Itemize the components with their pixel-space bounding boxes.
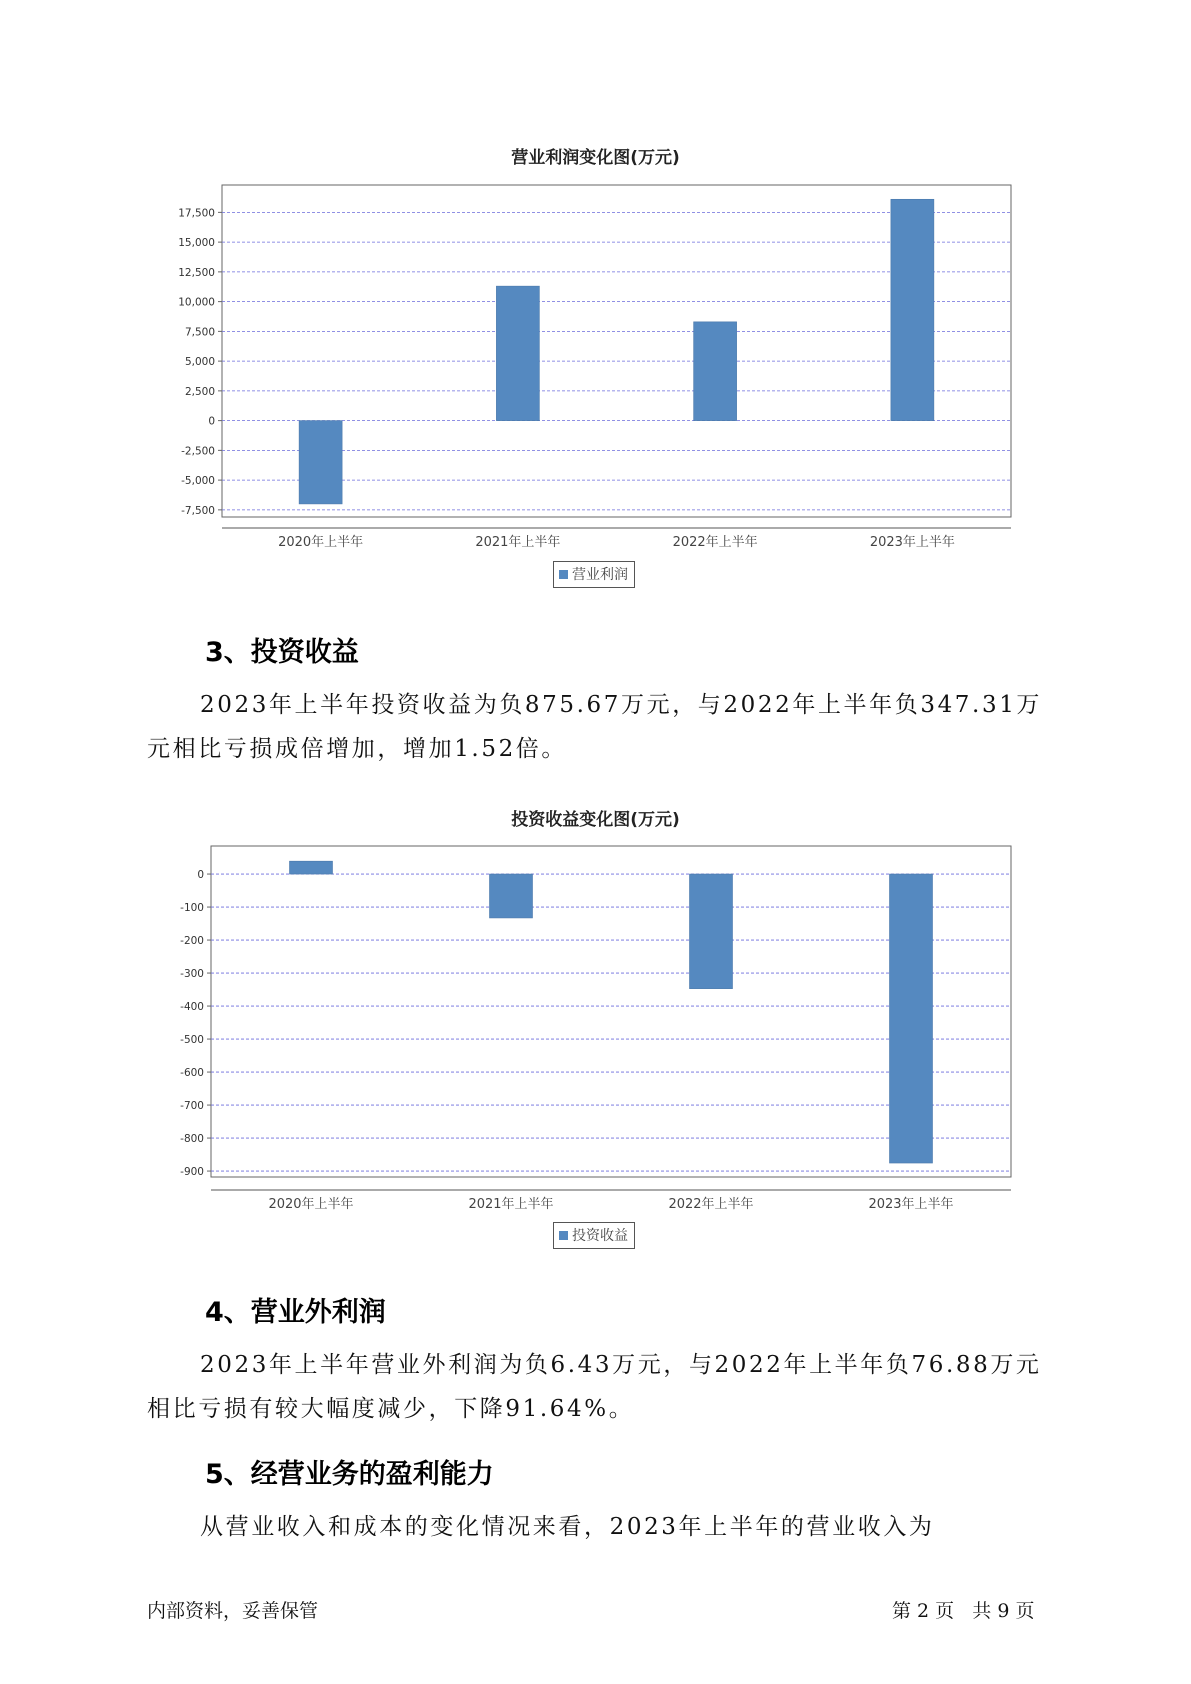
y-tick-label: 7,500 bbox=[184, 326, 215, 339]
section3-line1: 2023年上半年投资收益为负875.67万元，与2022年上半年负347.31万 bbox=[200, 692, 1043, 718]
chart2-title: 投资收益变化图(万元) bbox=[511, 810, 680, 830]
bar bbox=[290, 861, 333, 874]
bar bbox=[490, 874, 533, 918]
chart1-title: 营业利润变化图(万元) bbox=[511, 148, 680, 168]
y-tick-label: -5,000 bbox=[181, 475, 215, 488]
section3-line2: 元相比亏损成倍增加，增加1.52倍。 bbox=[147, 736, 568, 762]
chart2-legend bbox=[553, 1222, 635, 1249]
chart2-legend-label: 投资收益 bbox=[572, 1228, 628, 1244]
y-tick-label: -400 bbox=[180, 1001, 204, 1014]
legend-swatch-icon bbox=[559, 1231, 568, 1240]
x-tick-label: 2020年上半年 bbox=[268, 1197, 354, 1212]
y-tick-label: -100 bbox=[180, 902, 204, 915]
y-tick-label: -300 bbox=[180, 968, 204, 981]
x-tick-label: 2023年上半年 bbox=[869, 535, 955, 550]
y-tick-label: -7,500 bbox=[181, 504, 215, 517]
y-tick-label: -800 bbox=[180, 1133, 204, 1146]
x-tick-label: 2022年上半年 bbox=[668, 1197, 754, 1212]
y-tick-label: -2,500 bbox=[181, 445, 215, 458]
y-tick-label: -600 bbox=[180, 1067, 204, 1080]
y-tick-label: -200 bbox=[180, 935, 204, 948]
y-tick-label: 12,500 bbox=[178, 266, 215, 279]
footer-left: 内部资料，妥善保管 bbox=[147, 1600, 319, 1622]
section3-heading: 3、投资收益 bbox=[205, 637, 359, 668]
footer-page-number: 第 2 页 共 9 页 bbox=[892, 1600, 1035, 1622]
x-tick-label: 2020年上半年 bbox=[278, 535, 364, 550]
bar bbox=[890, 874, 933, 1163]
y-tick-label: -500 bbox=[180, 1034, 204, 1047]
y-tick-label: -900 bbox=[180, 1166, 204, 1179]
section5-line1: 从营业收入和成本的变化情况来看，2023年上半年的营业收入为 bbox=[200, 1514, 935, 1540]
section4-line1: 2023年上半年营业外利润为负6.43万元，与2022年上半年负76.88万元 bbox=[200, 1352, 1042, 1378]
section5-paragraph bbox=[147, 1505, 1067, 1549]
x-tick-label: 2021年上半年 bbox=[468, 1197, 554, 1212]
bar bbox=[690, 874, 733, 989]
y-tick-label: 2,500 bbox=[184, 385, 215, 398]
y-tick-label: 0 bbox=[197, 869, 204, 882]
x-tick-label: 2022年上半年 bbox=[672, 535, 758, 550]
x-tick-label: 2021年上半年 bbox=[475, 535, 561, 550]
y-tick-label: 10,000 bbox=[178, 296, 215, 309]
y-tick-label: 0 bbox=[208, 415, 215, 428]
section5-heading: 5、经营业务的盈利能力 bbox=[205, 1459, 494, 1490]
chart1-legend-label: 营业利润 bbox=[572, 567, 628, 583]
y-tick-label: 5,000 bbox=[184, 356, 215, 369]
y-tick-label: 17,500 bbox=[178, 207, 215, 220]
section4-line2: 相比亏损有较大幅度减少，下降91.64%。 bbox=[147, 1396, 635, 1422]
y-tick-label: -700 bbox=[180, 1100, 204, 1113]
section4-paragraph bbox=[147, 1343, 1067, 1431]
y-tick-label: 15,000 bbox=[178, 237, 215, 250]
x-tick-label: 2023年上半年 bbox=[868, 1197, 954, 1212]
section4-heading: 4、营业外利润 bbox=[205, 1297, 386, 1328]
